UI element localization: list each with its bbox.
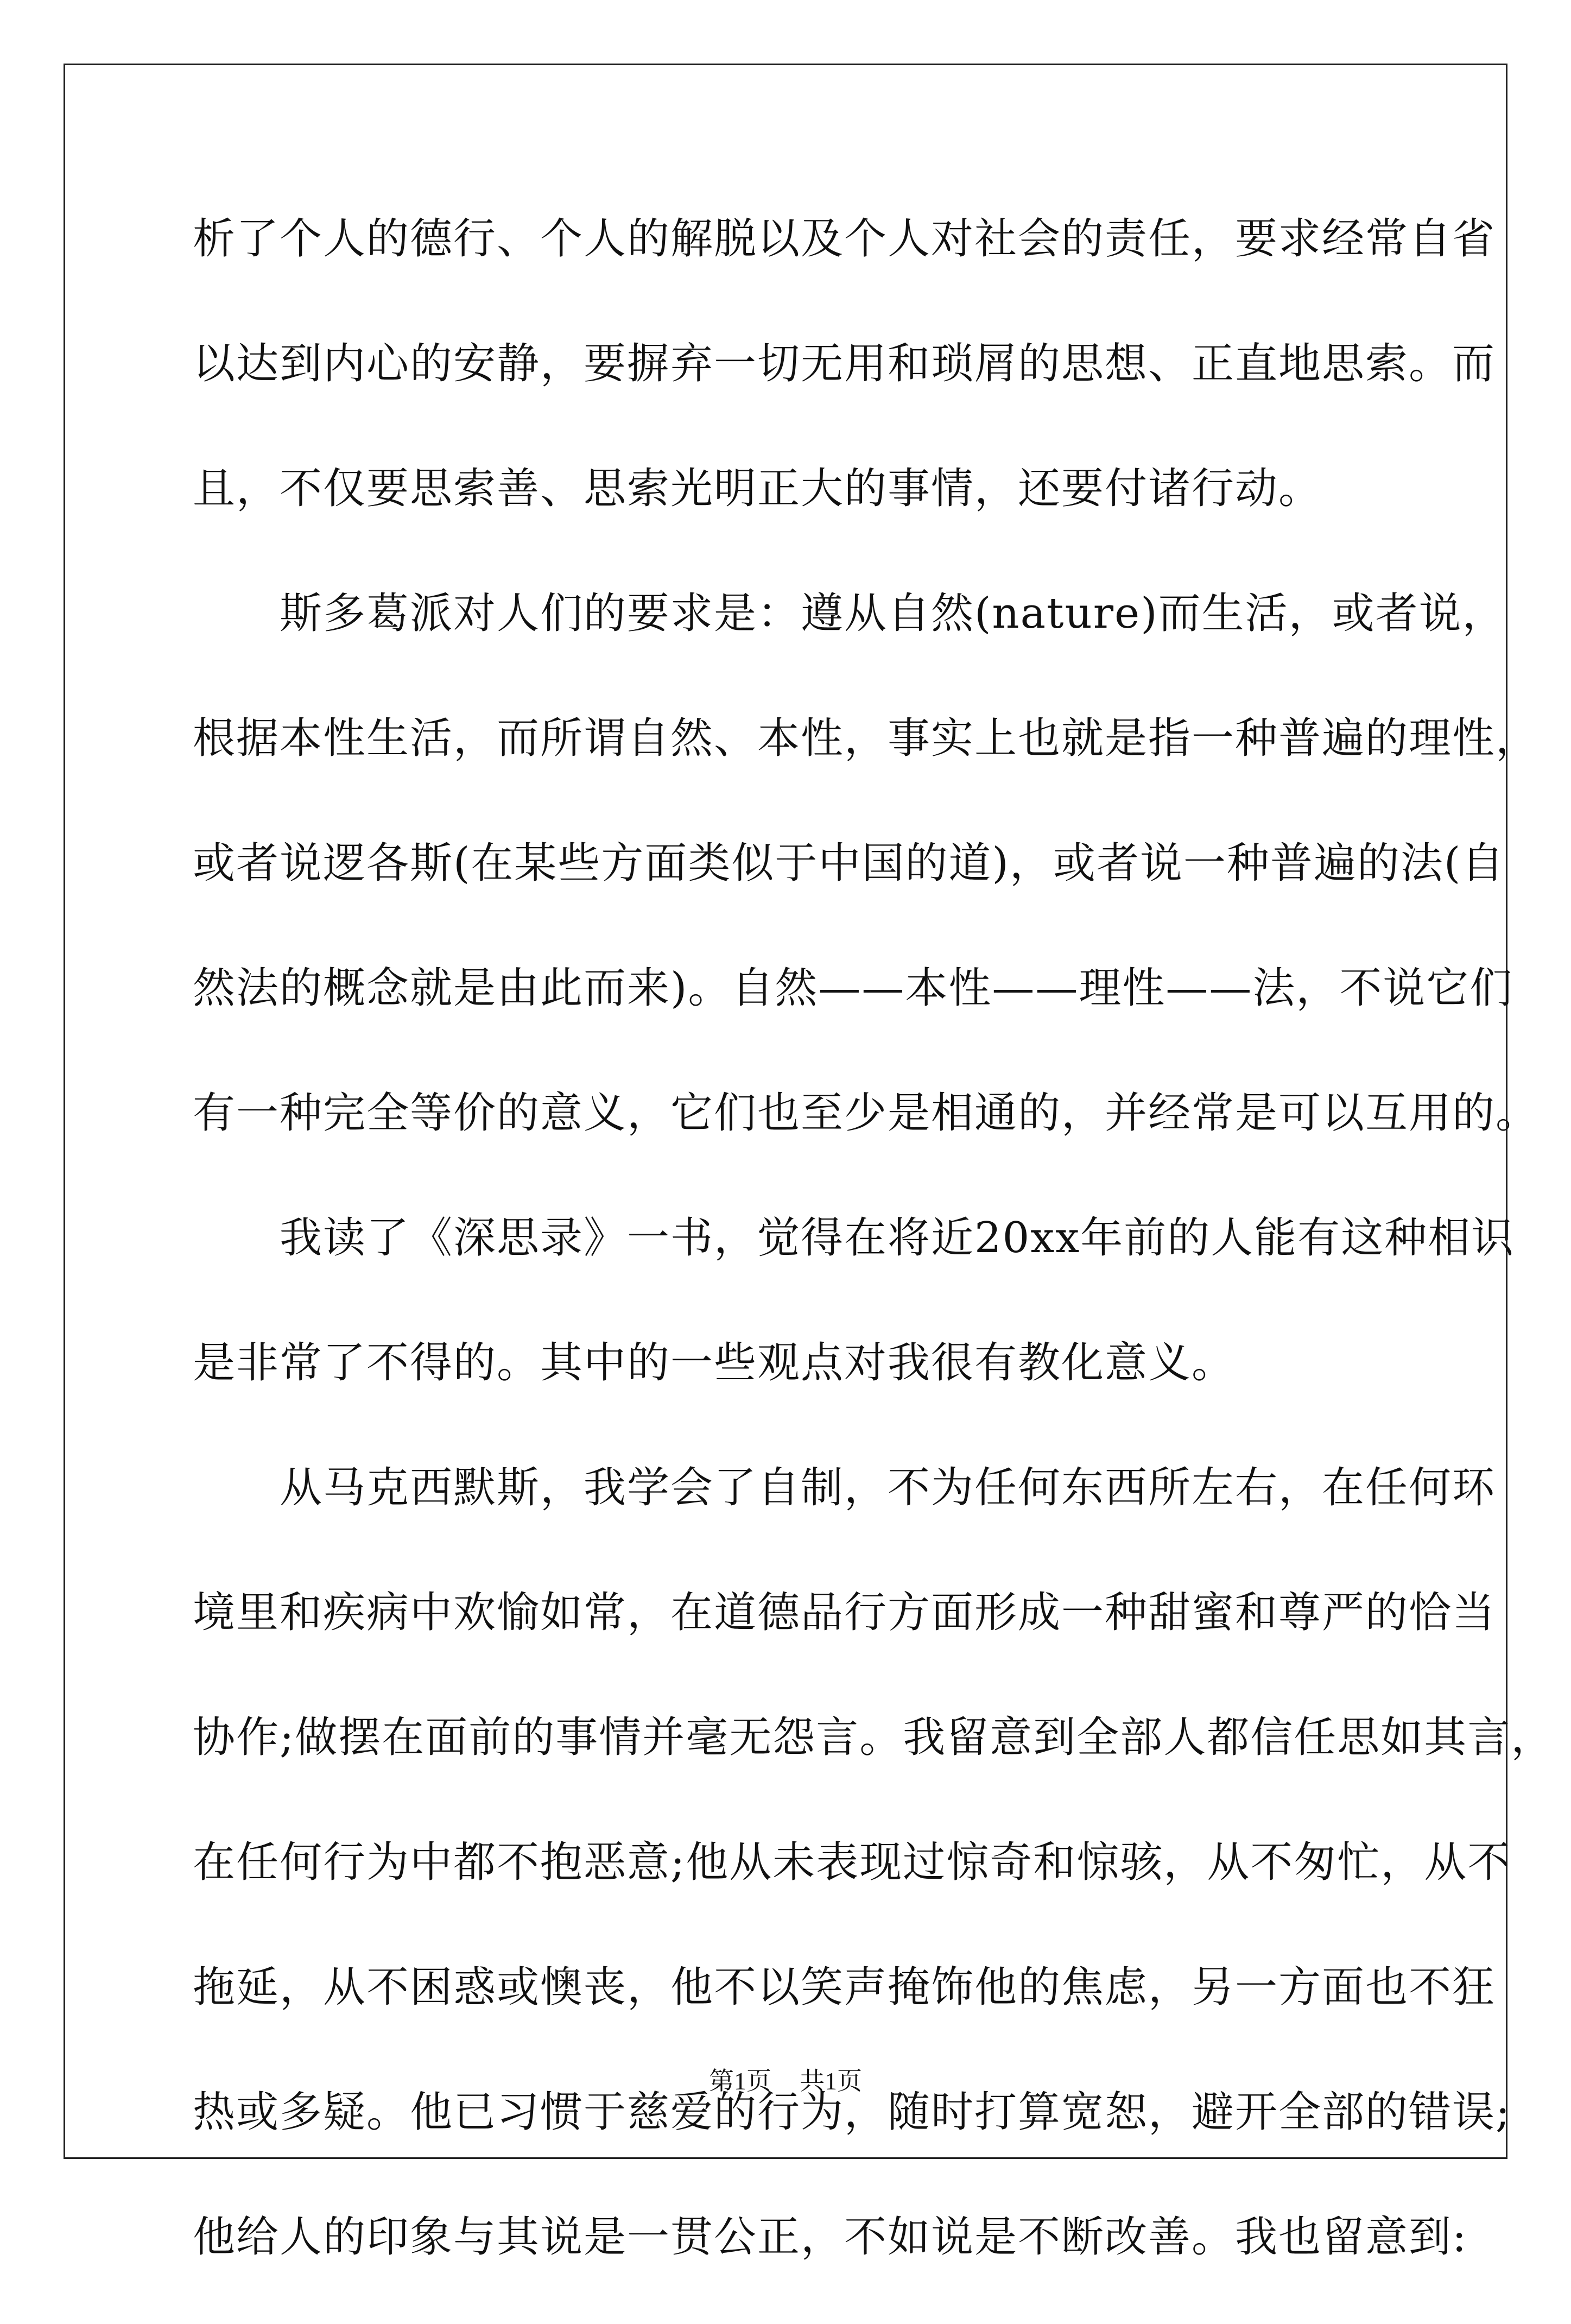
text-line: 在任何行为中都不抱恶意;他从未表现过惊奇和惊骇，从不匆忙，从不	[193, 1838, 1511, 1887]
text-line: 然法的概念就是由此而来)。自然——本性——理性——法，不说它们	[193, 964, 1513, 1013]
page-total: 共1页	[800, 2067, 862, 2095]
document-body	[193, 201, 1555, 2324]
text-line: 根据本性生活，而所谓自然、本性，事实上也就是指一种普遍的理性，	[193, 714, 1540, 763]
text-line: 从马克西默斯，我学会了自制，不为任何东西所左右，在任何环	[193, 1463, 1496, 1512]
text-line: 境里和疾病中欢愉如常，在道德品行方面形成一种甜蜜和尊严的恰当	[193, 1588, 1496, 1637]
text-line: 或者说逻各斯(在某些方面类似于中国的道)，或者说一种普遍的法(自	[193, 839, 1505, 888]
text-line: 我读了《深思录》一书，觉得在将近20xx年前的人能有这种相识	[193, 1214, 1515, 1262]
text-line: 热或多疑。他已习惯于慈爱的行为，随时打算宽恕，避开全部的错误;	[193, 2088, 1511, 2137]
page-number: 第1页	[709, 2067, 771, 2095]
text-line: 以达到内心的安静，要摒弃一切无用和琐屑的思想、正直地思索。而	[193, 339, 1496, 388]
text-line: 拖延，从不困惑或懊丧，他不以笑声掩饰他的焦虑，另一方面也不狂	[193, 1963, 1496, 2012]
text-line: 他给人的印象与其说是一贯公正，不如说是不断改善。我也留意到:	[193, 2213, 1468, 2262]
page-footer	[0, 2061, 1571, 2097]
text-line: 是非常了不得的。其中的一些观点对我很有教化意义。	[193, 1338, 1236, 1387]
text-line: 斯多葛派对人们的要求是：遵从自然(nature)而生活，或者说，	[193, 589, 1506, 638]
text-line: 且，不仅要思索善、思索光明正大的事情，还要付诸行动。	[193, 464, 1322, 513]
text-line: 协作;做摆在面前的事情并毫无怨言。我留意到全部人都信任思如其言，	[193, 1713, 1555, 1762]
text-line: 析了个人的德行、个人的解脱以及个人对社会的责任，要求经常自省	[193, 214, 1496, 263]
text-line: 有一种完全等价的意义，它们也至少是相通的，并经常是可以互用的。	[193, 1089, 1540, 1138]
